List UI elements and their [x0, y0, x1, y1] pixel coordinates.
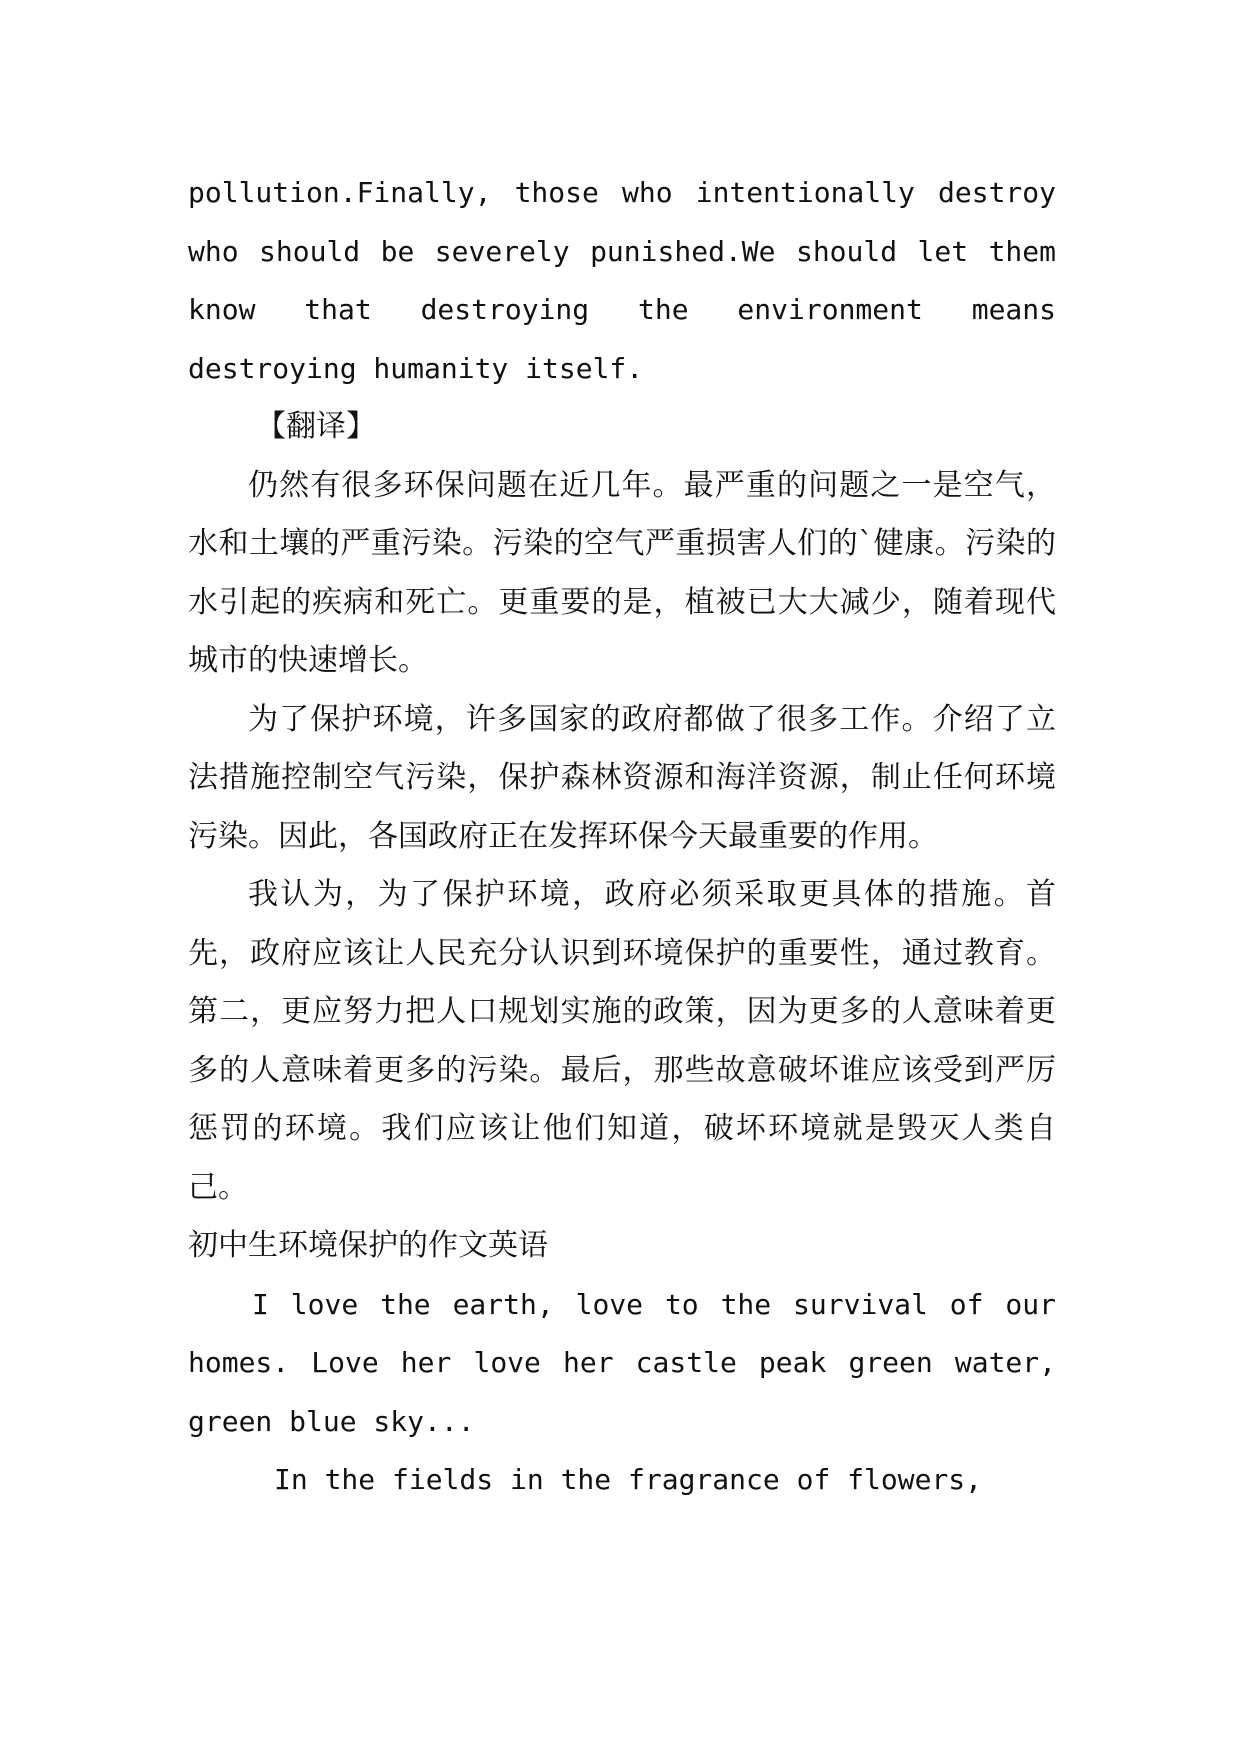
translation-heading: 【翻译】: [256, 409, 376, 444]
essay-title: 初中生环境保护的作文英语: [188, 1228, 548, 1263]
chinese-paragraph-2: 为了保护环境，许多国家的政府都做了很多工作。介绍了立法措施控制空气污染，保护森林资源和海洋资源，制止任何环境污染。因此，各国政府正在发挥环保今天最重要的作用。: [188, 701, 1056, 854]
english-intro-paragraph: I love the earth, love to the survival of our homes. Love her love her castle peak green water, green blue sky...: [188, 1287, 1056, 1438]
document-body: [188, 164, 1056, 1510]
chinese-paragraph-3: 我认为，为了保护环境，政府必须采取更具体的措施。首先，政府应该让人民充分认识到环境保护的重要性，通过教育。第二，更应努力把人口规划实施的政策，因为更多的人意味着更多的人意味着更多的污染。最后，那些故意破坏谁应该受到严厉惩罚的环境。我们应该让他们知道，破坏环境就是毁灭人类自己。: [188, 877, 1056, 1205]
english-fields-paragraph: In the fields in the fragrance of flowers,: [274, 1463, 983, 1496]
english-closing-paragraph: pollution.Finally, those who intentionally destroy who should be severely punished.We should let them know that destroying the environment means destroying humanity itself.: [188, 176, 1056, 385]
chinese-paragraph-1: 仍然有很多环保问题在近几年。最严重的问题之一是空气，水和土壤的严重污染。污染的空气严重损害人们的`健康。污染的水引起的疾病和死亡。更重要的是，植被已大大减少，随着现代城市的快速增长。: [188, 467, 1056, 678]
